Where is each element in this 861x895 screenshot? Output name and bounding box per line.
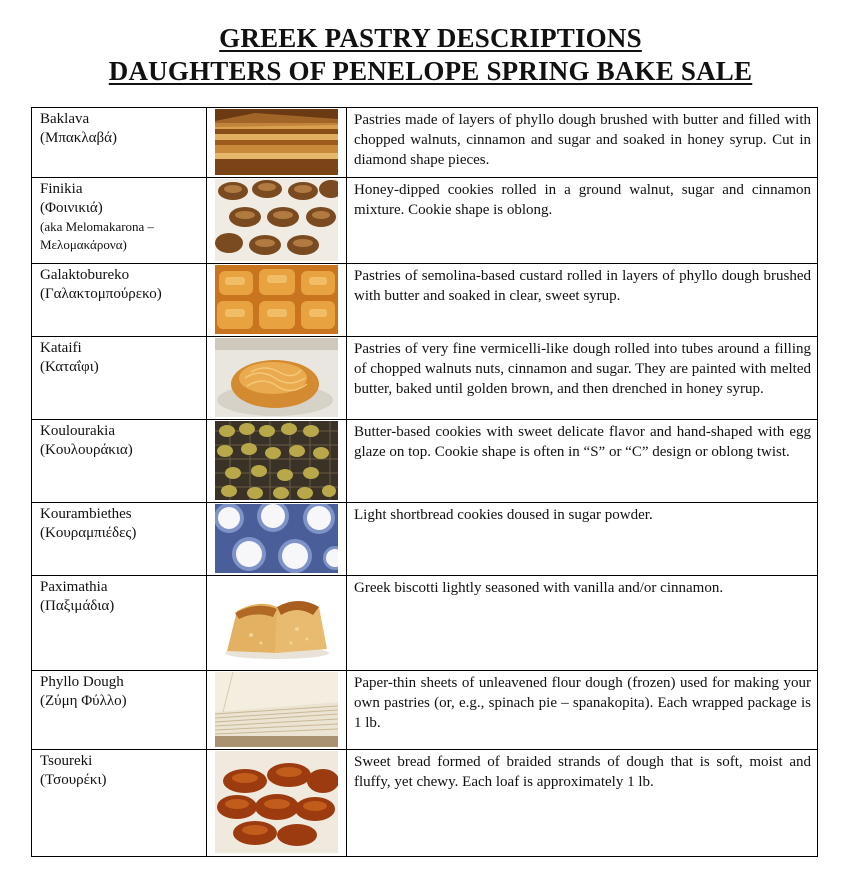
pastry-greek-name: (Ζύμη Φύλλο) [40, 693, 127, 709]
table-row [32, 671, 818, 750]
pastry-image-cell [207, 671, 347, 750]
pastry-image-cell [207, 420, 347, 503]
table-row [32, 108, 818, 178]
pastry-name: Finikia [40, 181, 83, 197]
table-row [32, 503, 818, 576]
pastry-description: Pastries made of layers of phyllo dough brushed with butter and filled with chopped walnuts, cinnamon and sugar and soaked in honey syrup. Cut in diamond shape pieces. [347, 108, 818, 178]
pastry-description: Sweet bread formed of braided strands of dough that is soft, moist and fluffy, yet chewy. Each loaf is approximately 1 lb. [347, 750, 818, 857]
table-row [32, 750, 818, 857]
pastry-name-cell [32, 503, 207, 576]
koulourakia-photo [215, 421, 338, 500]
table-row [32, 576, 818, 671]
pastry-greek-name: (Καταΐφι) [40, 359, 99, 375]
pastry-image-cell [207, 750, 347, 857]
pastry-description: Paper-thin sheets of unleavened flour dough (frozen) used for making your own pastries (or, e.g., spinach pie – spanakopita). Each wrapped package is 1 lb. [347, 671, 818, 750]
pastry-name: Kataifi [40, 340, 82, 356]
pastry-description: Pastries of semolina-based custard rolled in layers of phyllo dough brushed with butter and soaked in clear, sweet syrup. [347, 264, 818, 337]
pastry-description: Pastries of very fine vermicelli-like dough rolled into tubes around a filling of chopped walnuts nuts, cinnamon and sugar. They are painted with melted butter, baked until golden brown, and then drenched in honey syrup. [347, 337, 818, 420]
pastry-name-cell [32, 671, 207, 750]
pastry-name-cell [32, 337, 207, 420]
pastry-image-cell [207, 576, 347, 671]
pastry-name: Baklava [40, 111, 90, 127]
pastry-name: Koulourakia [40, 423, 115, 439]
baklava-photo [215, 109, 338, 175]
pastry-image-cell [207, 337, 347, 420]
title-line-1: GREEK PASTRY DESCRIPTIONS [219, 23, 642, 53]
kataifi-photo [215, 338, 338, 417]
finikia-photo [215, 179, 338, 261]
pastry-greek-name: (Κουραμπιέδες) [40, 525, 137, 541]
pastry-image-cell [207, 503, 347, 576]
pastry-greek-name: (Παξιμάδια) [40, 598, 115, 614]
pastry-name: Galaktobureko [40, 267, 130, 283]
pastry-greek-name: (Γαλακτομπούρεκο) [40, 286, 162, 302]
title-line-2: DAUGHTERS OF PENELOPE SPRING BAKE SALE [108, 56, 753, 86]
pastry-name: Tsoureki [40, 753, 93, 769]
pastry-greek-name: (Τσουρέκι) [40, 772, 107, 788]
table-row [32, 420, 818, 503]
pastry-name-cell [32, 750, 207, 857]
pastry-description: Honey-dipped cookies rolled in a ground walnut, sugar and cinnamon mixture. Cookie shape is oblong. [347, 178, 818, 264]
table-row [32, 337, 818, 420]
pastry-description: Light shortbread cookies doused in sugar powder. [347, 503, 818, 576]
pastry-name-cell [32, 178, 207, 264]
pastry-name-cell [32, 264, 207, 337]
pastry-greek-name: (Φοινικιά) [40, 200, 103, 216]
pastry-image-cell [207, 178, 347, 264]
pastry-image-cell [207, 108, 347, 178]
pastry-name: Kourambiethes [40, 506, 132, 522]
kourambiethes-photo [215, 504, 338, 573]
pastry-name-cell [32, 108, 207, 178]
pastry-aka-name: (aka Melomakarona – Μελομακάρονα) [40, 219, 155, 252]
pastry-greek-name: (Μπακλαβά) [40, 130, 117, 146]
pastry-name: Phyllo Dough [40, 674, 124, 690]
table-row [32, 178, 818, 264]
pastry-description: Butter-based cookies with sweet delicate flavor and hand-shaped with egg glaze on top. Cookie shape is often in “S” or “C” design or oblong twist. [347, 420, 818, 503]
pastry-table [31, 107, 818, 857]
phyllo-dough-photo [215, 672, 338, 747]
paximathia-photo [215, 577, 338, 667]
pastry-name-cell [32, 420, 207, 503]
pastry-image-cell [207, 264, 347, 337]
page-title [0, 22, 861, 88]
pastry-name-cell [32, 576, 207, 671]
galaktobureko-photo [215, 265, 338, 334]
pastry-greek-name: (Κουλουράκια) [40, 442, 133, 458]
tsoureki-photo [215, 751, 338, 853]
pastry-name: Paximathia [40, 579, 108, 595]
table-row [32, 264, 818, 337]
pastry-description: Greek biscotti lightly seasoned with vanilla and/or cinnamon. [347, 576, 818, 671]
